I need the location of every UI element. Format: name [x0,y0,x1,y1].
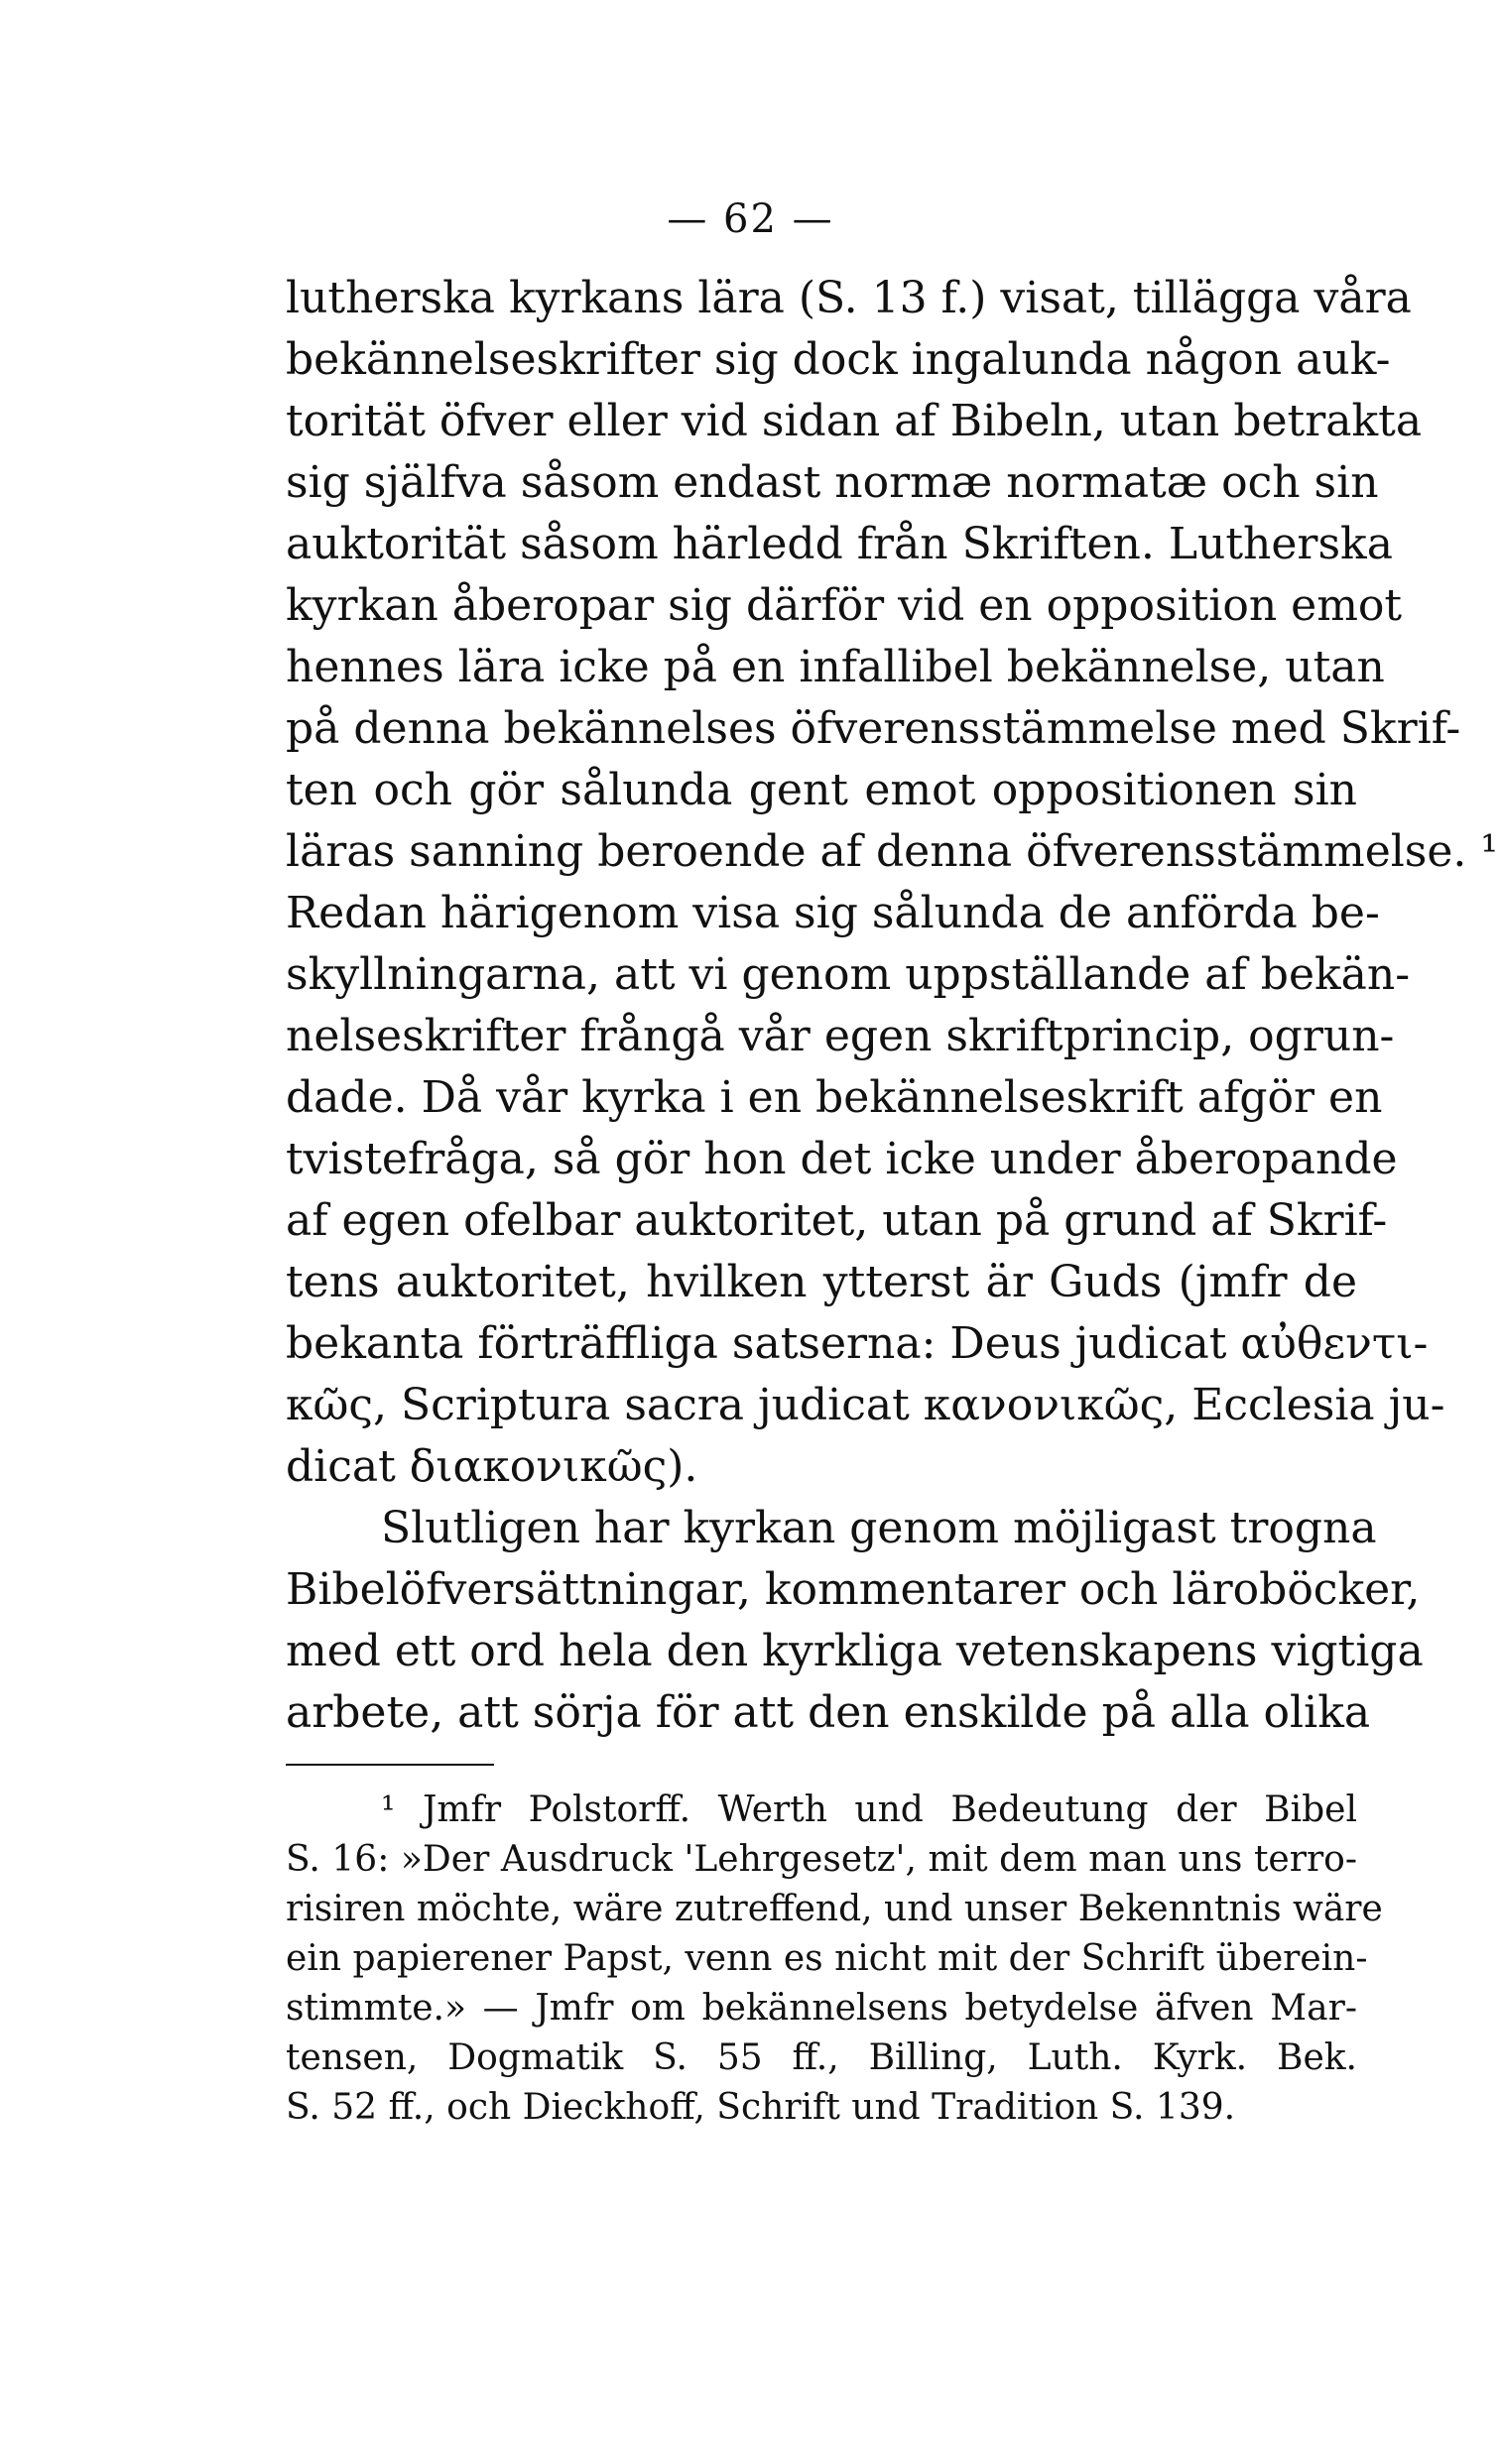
body-line: auktorität såsom härledd från Skriften. Lutherska [286,519,1393,569]
body-line: dicat διακονικῶς). [286,1441,698,1492]
body-line: torität öfver eller vid sidan af Bibeln, utan betrakta [286,396,1423,446]
footnote-divider [286,1764,494,1766]
body-line: nelseskrifter frångå vår egen skriftprincip, ogrun- [286,1011,1395,1061]
body-line: ten och gör sålunda gent emot oppositionen sin [286,765,1357,815]
body-text [286,268,1499,1744]
paragraph-2-line: Slutligen har kyrkan genom möjligast trogna [381,1503,1377,1553]
footnote-line: ein papierener Papst, venn es nicht mit der Schrift überein- [286,1938,1368,1979]
paragraph-2-line: Bibelöfversättningar, kommentarer och läroböcker, [286,1564,1421,1615]
body-line: Redan härigenom visa sig sålunda de anförda be- [286,888,1380,938]
body-line: sig själfva såsom endast normæ normatæ och sin [286,457,1379,508]
body-line: läras sanning beroende af denna öfverensstämmelse. ¹ [286,826,1499,877]
paragraph-2-line: arbete, att sörja för att den enskilde på alla olika [286,1687,1371,1738]
paragraph-2-line: med ett ord hela den kyrkliga vetenskapens vigtiga [286,1626,1424,1676]
body-line: tens auktoritet, hvilken ytterst är Guds (jmfr de [286,1257,1357,1307]
body-line: tvistefråga, så gör hon det icke under åberopande [286,1134,1398,1184]
body-line: bekanta förträffliga satserna: Deus judicat αὐθεντι- [286,1318,1429,1369]
body-line: kyrkan åberopar sig därför vid en opposition emot [286,580,1403,631]
body-line: dade. Då vår kyrka i en bekännelseskrift afgör en [286,1072,1383,1123]
body-line: skyllningarna, att vi genom uppställande af bekän- [286,949,1411,1000]
footnote-line: ¹ Jmfr Polstorff. Werth und Bedeutung der Bibel [381,1789,1357,1830]
body-line: bekännelseskrifter sig dock ingalunda någon auk- [286,334,1391,385]
page-number: — 62 — [667,196,834,242]
body-line: κῶς, Scriptura sacra judicat κανονικῶς, Ecclesia ju- [286,1380,1445,1430]
body-line: på denna bekännelses öfverensstämmelse med Skrif- [286,703,1461,754]
footnote-line: S. 52 ff., och Dieckhoff, Schrift und Tradition S. 139. [286,2087,1236,2128]
footnote-line: tensen, Dogmatik S. 55 ff., Billing, Luth. Kyrk. Bek. [286,2037,1357,2078]
footnote-line: risiren möchte, wäre zutreffend, und unser Bekenntnis wäre [286,1889,1383,1929]
body-line: hennes lära icke på en infallibel bekännelse, utan [286,642,1385,692]
body-line: lutherska kyrkans lära (S. 13 f.) visat, tillägga våra [286,273,1412,323]
footnote-line: stimmte.» — Jmfr om bekännelsens betydelse äfven Mar- [286,1988,1357,2029]
footnote-line: S. 16: »Der Ausdruck 'Lehrgesetz', mit dem man uns terro- [286,1839,1357,1880]
body-line: af egen ofelbar auktoritet, utan på grund af Skrif- [286,1195,1388,1246]
footnotes [286,1786,1383,2133]
